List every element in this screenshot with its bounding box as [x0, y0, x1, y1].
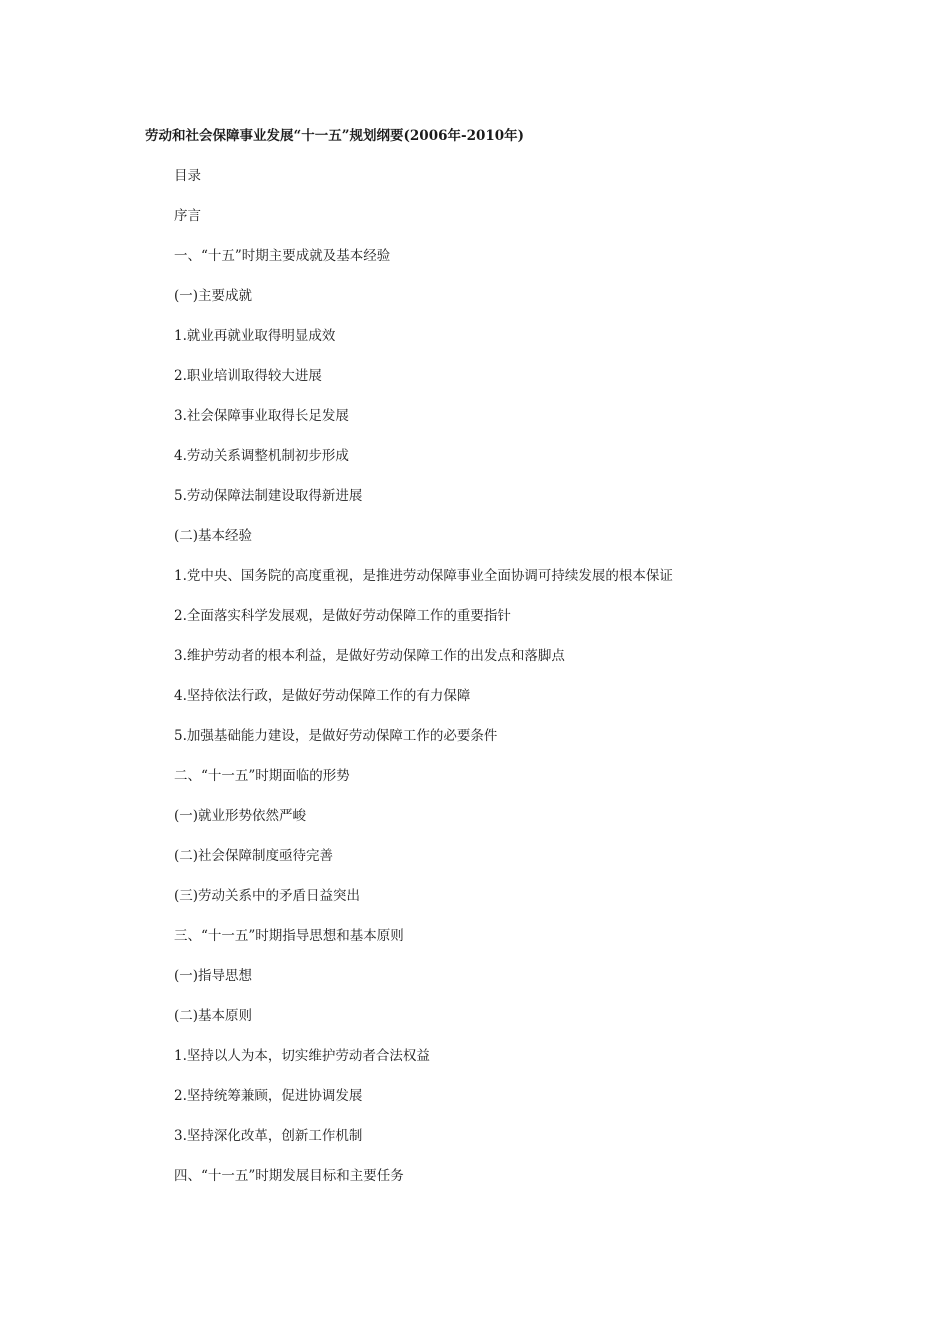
toc-item-1-1: (一)主要成就	[174, 288, 253, 304]
toc-item-1-1-1: 1.就业再就业取得明显成效	[174, 328, 336, 344]
toc-item-preface: 序言	[174, 208, 201, 224]
toc-item-2-2: (二)社会保障制度亟待完善	[174, 848, 334, 864]
toc-item-3-2-1: 1.坚持以人为本，切实维护劳动者合法权益	[174, 1048, 430, 1064]
toc-item-section-1: 一、“十五”时期主要成就及基本经验	[174, 248, 391, 264]
toc-item-1-1-4: 4.劳动关系调整机制初步形成	[174, 448, 349, 464]
toc-item-1-2: (二)基本经验	[174, 528, 253, 544]
toc-item-2-1: (一)就业形势依然严峻	[174, 808, 307, 824]
toc-item-section-2: 二、“十一五”时期面临的形势	[174, 768, 350, 784]
toc-item-section-3: 三、“十一五”时期指导思想和基本原则	[174, 928, 404, 944]
table-of-contents	[174, 166, 673, 1206]
toc-item-1-1-2: 2.职业培训取得较大进展	[174, 368, 322, 384]
toc-item-3-2: (二)基本原则	[174, 1008, 253, 1024]
toc-item-3-2-2: 2.坚持统筹兼顾，促进协调发展	[174, 1088, 363, 1104]
toc-item-1-1-5: 5.劳动保障法制建设取得新进展	[174, 488, 363, 504]
document-title: 劳动和社会保障事业发展“十一五”规划纲要(2006年-2010年)	[145, 128, 525, 144]
toc-item-1-2-1: 1.党中央、国务院的高度重视，是推进劳动保障事业全面协调可持续发展的根本保证	[174, 568, 673, 584]
toc-item-3-1: (一)指导思想	[174, 968, 253, 984]
toc-item-1-2-4: 4.坚持依法行政，是做好劳动保障工作的有力保障	[174, 688, 471, 704]
toc-item-section-4: 四、“十一五”时期发展目标和主要任务	[174, 1168, 404, 1184]
toc-item-1-2-5: 5.加强基础能力建设，是做好劳动保障工作的必要条件	[174, 728, 498, 744]
toc-item-2-3: (三)劳动关系中的矛盾日益突出	[174, 888, 361, 904]
toc-heading: 目录	[174, 168, 201, 184]
toc-item-1-2-3: 3.维护劳动者的根本利益，是做好劳动保障工作的出发点和落脚点	[174, 648, 565, 664]
toc-item-3-2-3: 3.坚持深化改革，创新工作机制	[174, 1128, 363, 1144]
toc-item-1-1-3: 3.社会保障事业取得长足发展	[174, 408, 349, 424]
toc-item-1-2-2: 2.全面落实科学发展观，是做好劳动保障工作的重要指针	[174, 608, 511, 624]
